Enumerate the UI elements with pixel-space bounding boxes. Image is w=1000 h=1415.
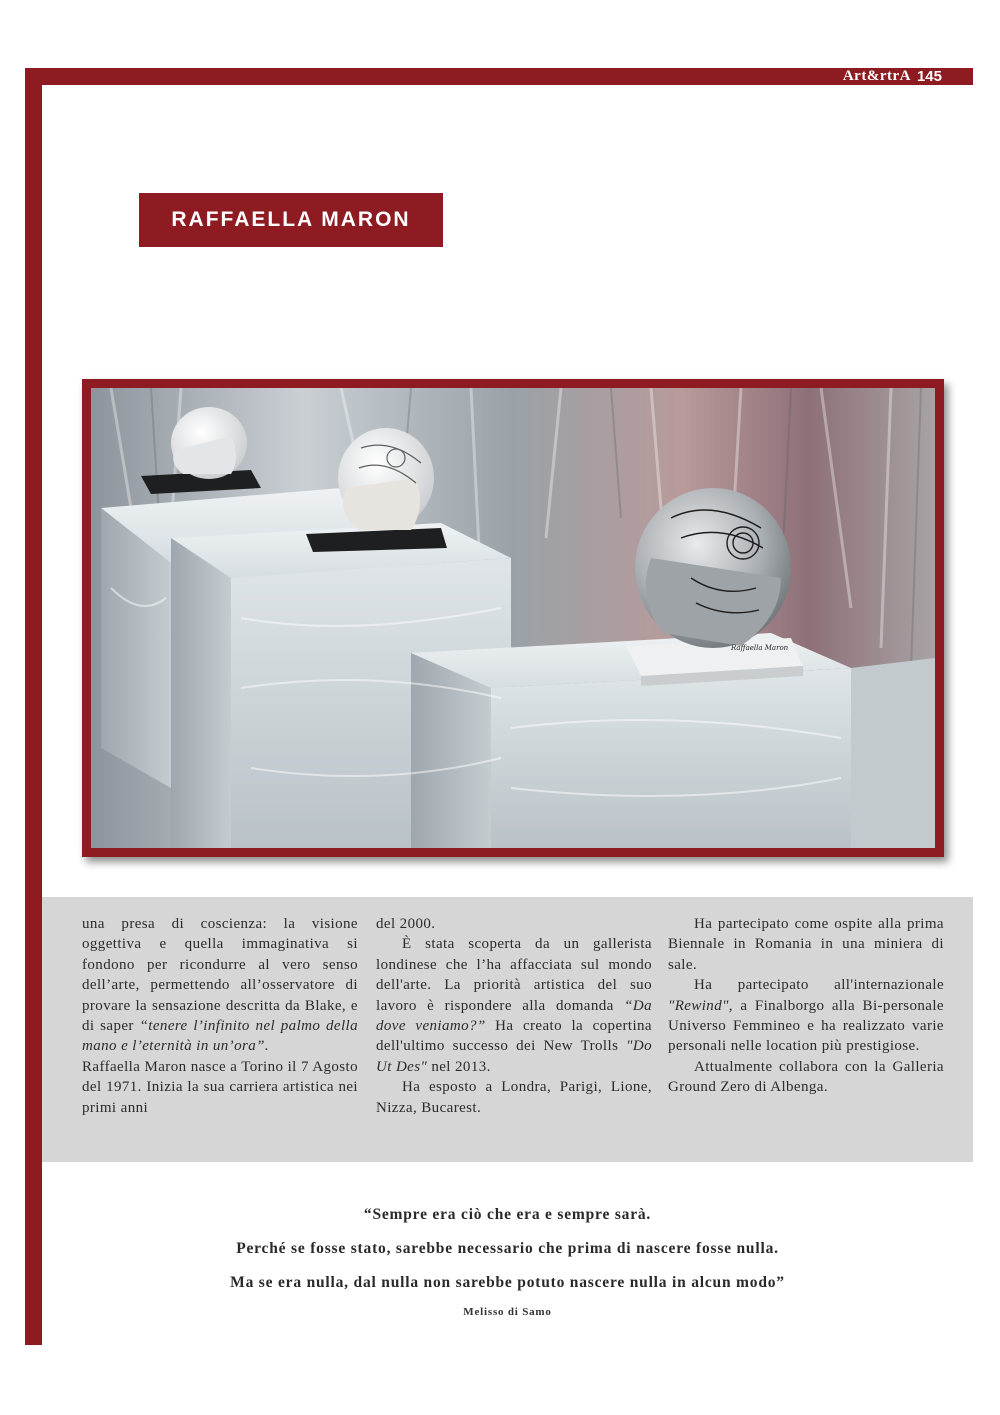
- text-column-1: [82, 914, 358, 1118]
- exhibition-photo: [91, 388, 935, 848]
- col2-paragraph-3: Ha esposto a Londra, Parigi, Lione, Nizza, Bucarest.: [376, 1079, 652, 1116]
- quote-author: Melisso di Samo: [463, 1306, 552, 1318]
- col3-paragraph-1: Ha partecipato come ospite alla prima Biennale in Romania in una miniera di sale.: [668, 916, 944, 973]
- col2-paragraph-2: È stata scoperta da un gallerista londinese che l’ha affacciata sul mondo dell'arte. La priorità artistica del suo lavoro è rispondere alla domanda “Da dove veniamo?” Ha creato la copertina dell'ultimo successo dei New Trolls "Do Ut Des" nel 2013.: [376, 936, 652, 1075]
- text-column-2: [376, 914, 652, 1118]
- page-number: 145: [916, 68, 942, 85]
- col3-paragraph-2: Ha partecipato all'internazionale "Rewind", a Finalborgo alla Bi-personale Universo Femmineo e ha realizzato varie personali nelle location più prestigiose.: [668, 977, 944, 1055]
- col3-paragraph-3: Attualmente collabora con la Galleria Ground Zero di Albenga.: [668, 1058, 944, 1096]
- col1-paragraph-2: Raffaella Maron nasce a Torino il 7 Agosto del 1971. Inizia la sua carriera artistica nei primi anni: [82, 1058, 358, 1116]
- page-header: [843, 68, 942, 85]
- article-title: RAFFAELLA MARON: [139, 193, 443, 247]
- quote-line-1: “Sempre era ciò che era e sempre sarà.: [363, 1206, 652, 1223]
- col1-paragraph-1: una presa di coscienza: la visione oggettiva e quella immaginativa si fondono per ricondurre al vero senso dell’arte, permettendo all’osservatore di provare la sensazione descritta da Blake, e di saper “tenere l’infinito nel palmo della mano e l’eternità in un’ora”.: [82, 916, 358, 1055]
- top-accent-bar: [25, 68, 973, 85]
- photo-frame: [82, 379, 944, 857]
- magazine-logo: Art&rtrA: [842, 68, 911, 84]
- quote-line-2: Perché se fosse stato, sarebbe necessario che prima di nascere fosse nulla.: [236, 1240, 779, 1257]
- left-accent-bar: [25, 68, 42, 1345]
- sculpture-signature: Raffaella Maron: [731, 644, 789, 652]
- pull-quote: [42, 1204, 973, 1306]
- quote-line-3: Ma se era nulla, dal nulla non sarebbe potuto nascere nulla in alcun modo”: [230, 1274, 785, 1291]
- sculpture-heads-illustration: [91, 388, 935, 848]
- text-column-3: [668, 914, 944, 1098]
- col2-paragraph-1: del 2000.: [376, 916, 436, 932]
